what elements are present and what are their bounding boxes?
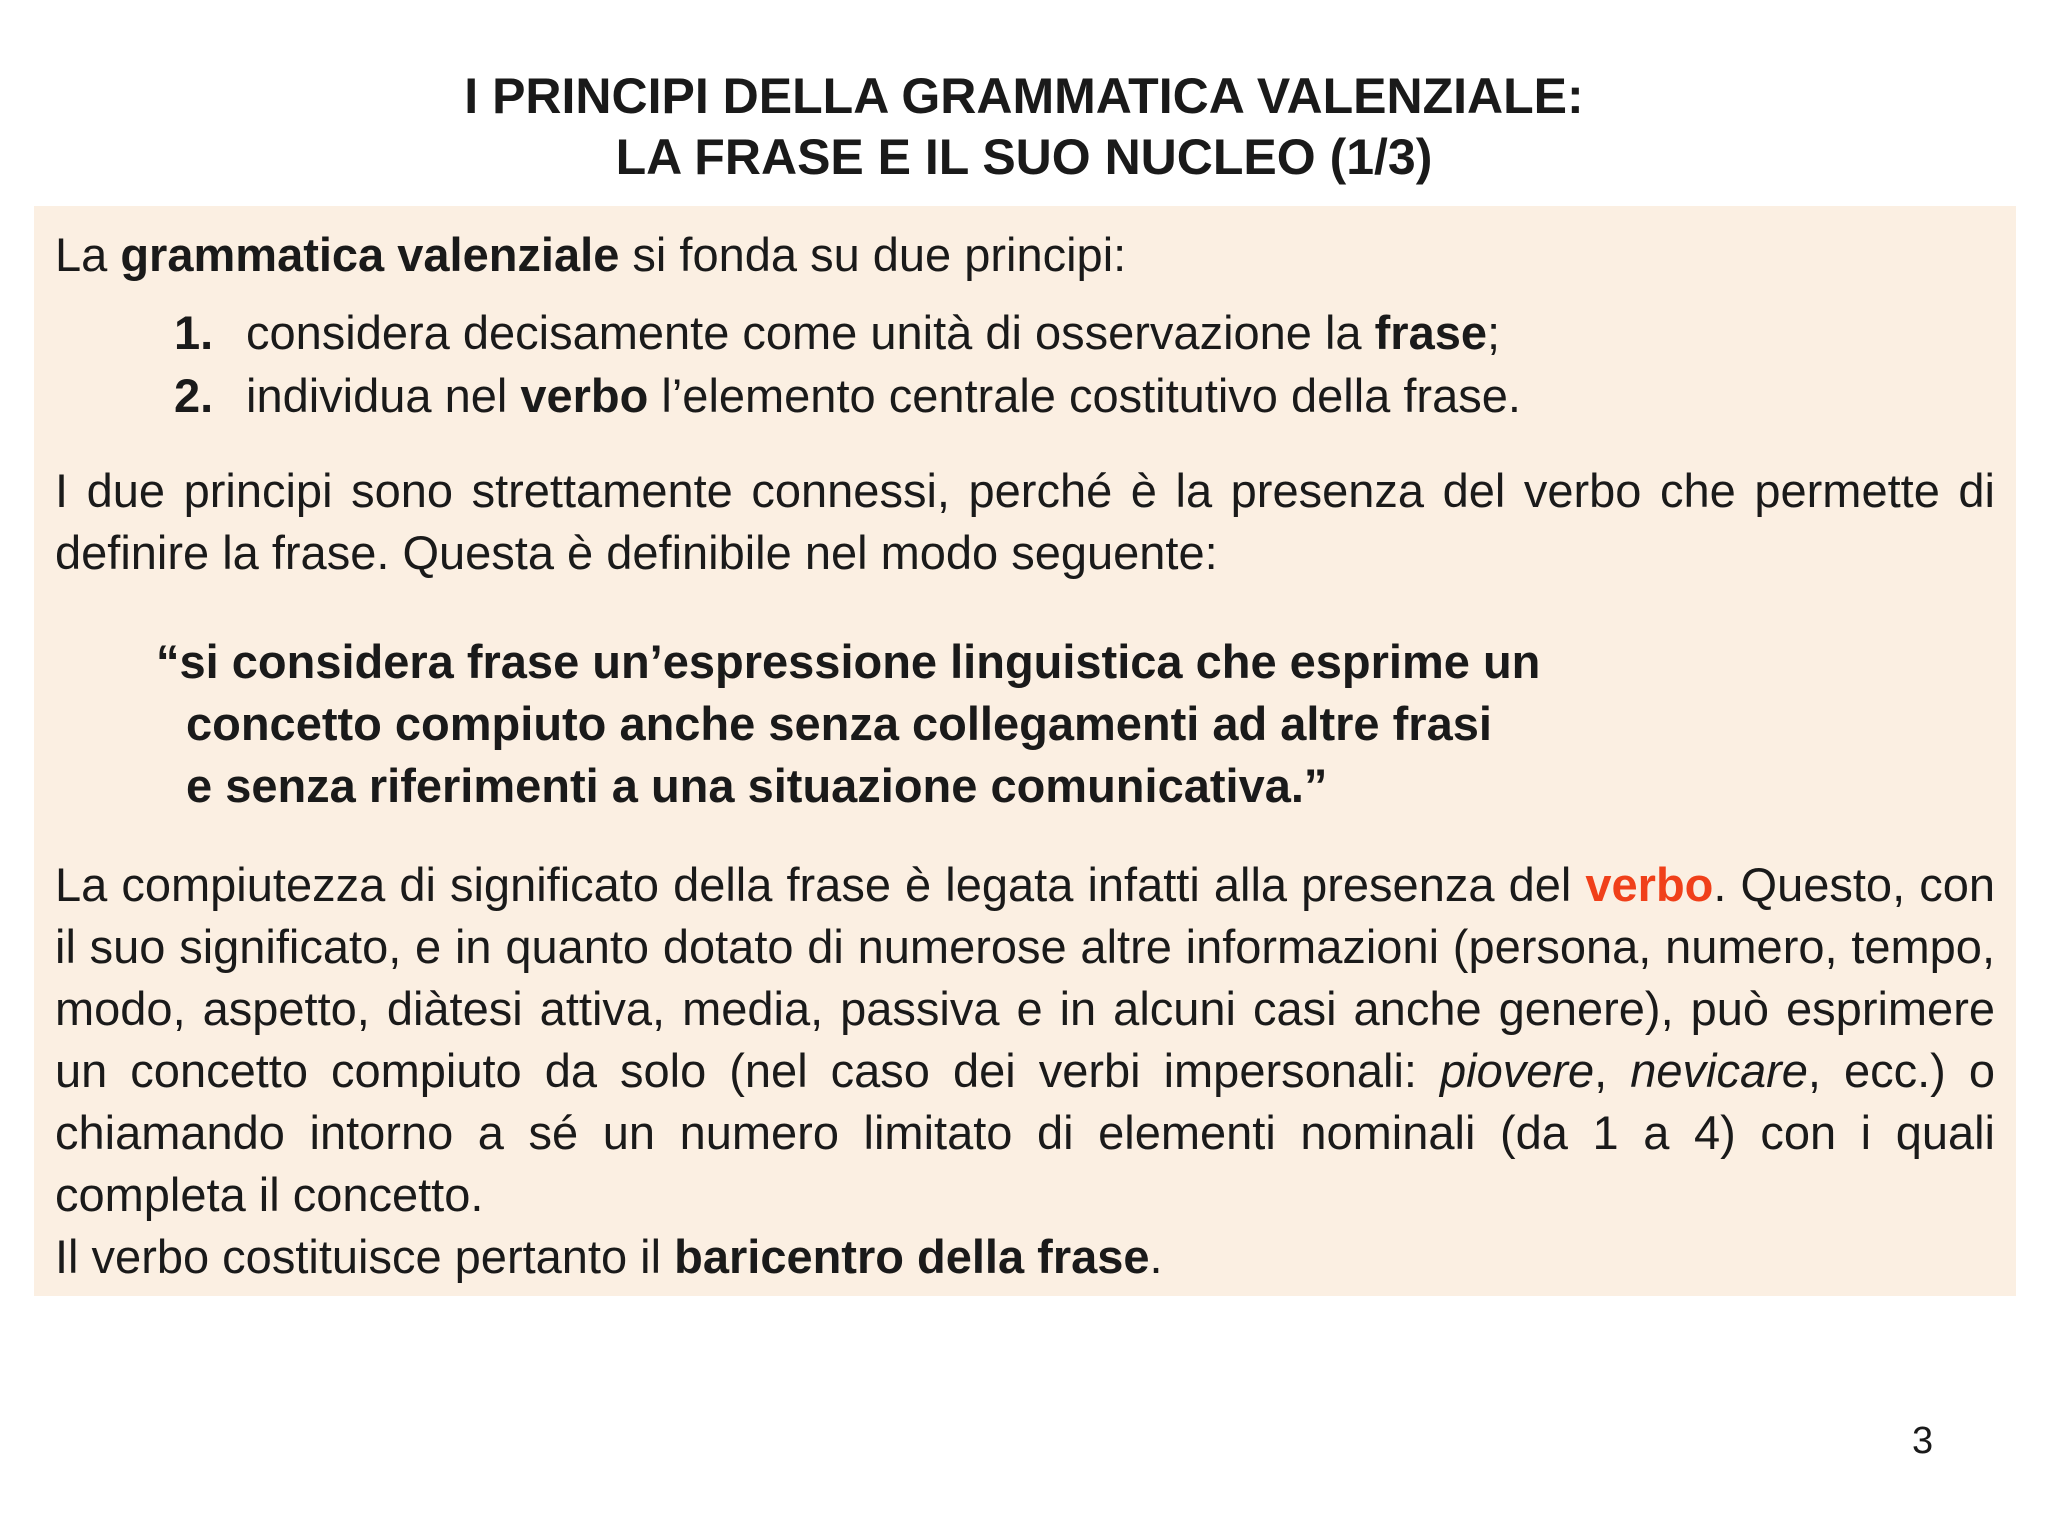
conclusion-bold: baricentro della frase [674, 1230, 1150, 1283]
example-nevicare: nevicare [1630, 1044, 1808, 1097]
conclusion-text-post: . [1149, 1230, 1163, 1283]
intro-text-pre: La [55, 228, 121, 281]
quote-line-2: concetto compiuto anche senza collegamenti ad altre frasi [186, 697, 1492, 750]
list-item-bold: verbo [520, 369, 649, 422]
list-item-number: 1. [174, 306, 214, 359]
title-line-2: LA FRASE E IL SUO NUCLEO (1/3) [615, 129, 1433, 185]
list-item-text: individua nel [246, 369, 521, 422]
definition-quote [156, 631, 1540, 817]
verb-paragraph [55, 854, 1995, 1288]
slide-title [0, 66, 2048, 188]
list-item-number: 2. [174, 369, 214, 422]
quote-line-3: e senza riferimenti a una situazione comunicativa.” [186, 759, 1328, 812]
quote-line-1: “si considera frase un’espressione linguistica che esprime un [156, 635, 1541, 688]
intro-text-post: si fonda su due principi: [619, 228, 1127, 281]
list-item [174, 302, 1500, 364]
content-panel [34, 206, 2016, 1296]
verb-text-4: , ecc.) o chiamando intorno a sé un numero limitato di elementi nominali (da 1 a 4) con i quali completa il concetto. [55, 1044, 1995, 1221]
principles-paragraph: I due principi sono strettamente connessi, perché è la presenza del verbo che permette di definire la frase. Questa è definibile nel modo seguente: [55, 464, 1995, 579]
verb-highlight: verbo [1585, 858, 1714, 911]
example-piovere: piovere [1440, 1044, 1595, 1097]
intro-paragraph [55, 224, 1995, 286]
conclusion-text-pre: Il verbo costituisce pertanto il [55, 1230, 675, 1283]
verb-text-1: La compiutezza di significato della frase è legata infatti alla presenza del [55, 858, 1586, 911]
intro-bold-term: grammatica valenziale [120, 228, 620, 281]
list-item-text-end: ; [1486, 306, 1501, 359]
list-item-bold: frase [1374, 306, 1487, 359]
verb-text-2: . Questo, con il suo significato, e in quanto dotato di numerose altre informazioni (persona, numero, tempo, modo, aspetto, diàtesi attiva, media, passiva e in alcuni casi anche genere), può esprimere un concetto compiuto da solo (nel caso dei verbi impersonali: [55, 858, 1996, 1097]
list-item-text: considera decisamente come unità di osservazione la [246, 306, 1375, 359]
title-line-1: I PRINCIPI DELLA GRAMMATICA VALENZIALE: [464, 68, 1584, 124]
list-item-text-end: l’elemento centrale costitutivo della frase. [648, 369, 1521, 422]
list-item [174, 365, 1521, 427]
page-number: 3 [1912, 1420, 1934, 1462]
verb-text-3: , [1594, 1044, 1631, 1097]
